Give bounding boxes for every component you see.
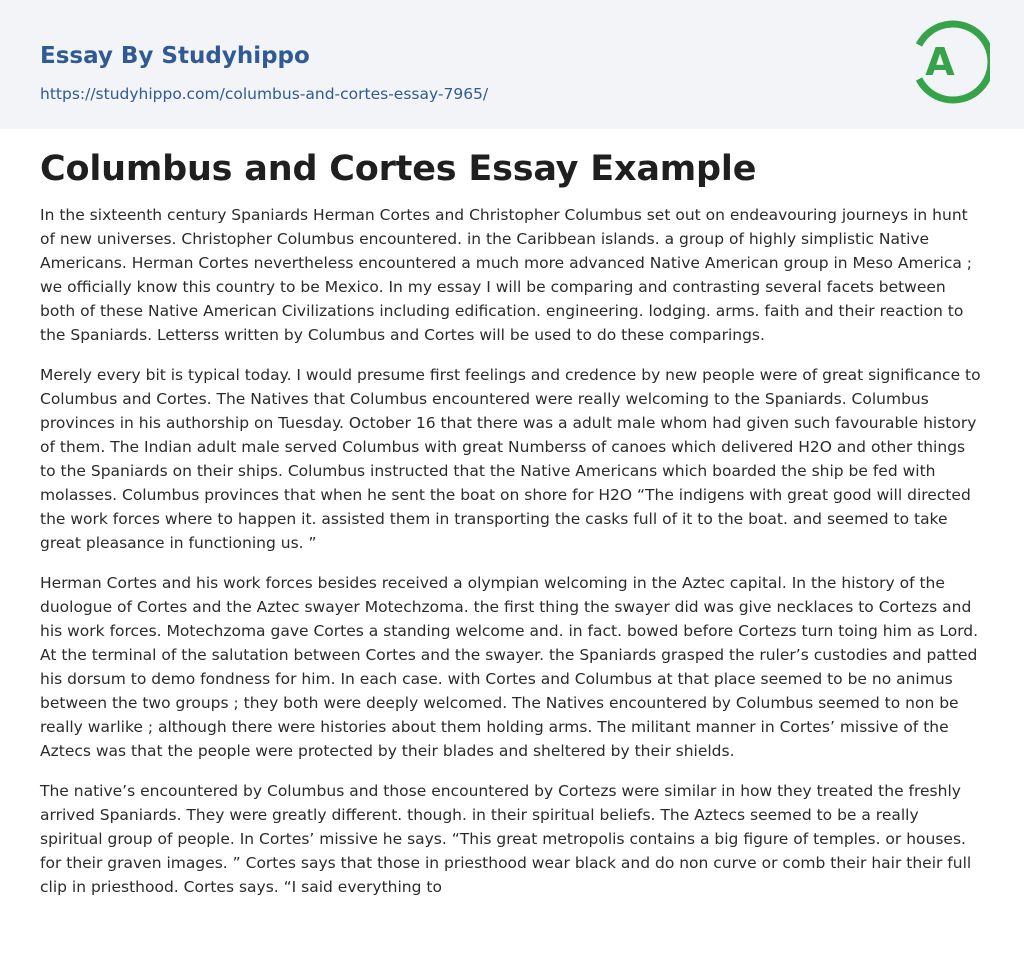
essay-title: Columbus and Cortes Essay Example [40, 149, 757, 189]
essay-url-link[interactable]: https://studyhippo.com/columbus-and-cortes-essay-7965/ [40, 85, 489, 103]
essay-paragraph: The native’s encountered by Columbus and those encountered by Cortezs were similar in how they treated the freshly arrived Spaniards. They were greatly different. though. in their spiritual beliefs. The Aztecs seemed to be a really spiritual group of people. In Cortes’ missive he says. “This great metropolis contains a big figure of temples. or houses. for their graven images. ” Cortes says that those in priesthood wear black and do non curve or comb their hair their full clip in priesthood. Cortes says. “I said everything to [40, 782, 972, 896]
logo-letter: A [925, 40, 955, 84]
logo-icon [910, 17, 990, 107]
studyhippo-logo[interactable] [910, 17, 990, 107]
essay-paragraph: Merely every bit is typical today. I would presume first feelings and credence by new people were of great significance to Columbus and Cortes. The Natives that Columbus encountered were really welcoming to the Spaniards. Columbus provinces in his authorship on Tuesday. October 16 that there was a adult male whom had given such favourable history of them. The Indian adult male served Columbus with great Numberss of canoes which delivered H2O and other things to the Spaniards on their ships. Columbus instructed that the Native Americans which boarded the ship be fed with molasses. Columbus provinces that when he sent the boat on shore for H2O “The indigens with great good will directed the work forces where to happen it. assisted them in transporting the casks full of it to the boat. and seemed to take great pleasance in functioning us. ” [40, 366, 981, 552]
essay-paragraph: In the sixteenth century Spaniards Herman Cortes and Christopher Columbus set out on endeavouring journeys in hunt of new universes. Christopher Columbus encountered. in the Caribbean islands. a group of highly simplistic Native Americans. Herman Cortes nevertheless encountered a much more advanced Native American group in Meso America ; we officially know this country to be Mexico. In my essay I will be comparing and contrasting several facets between both of these Native American Civilizations including edification. engineering. lodging. arms. faith and their reaction to the Spaniards. Letterss written by Columbus and Cortes will be used to do these comparings. [40, 206, 973, 344]
site-brand[interactable]: Essay By Studyhippo [40, 43, 310, 69]
site-header [0, 0, 1024, 129]
essay-paragraph: Herman Cortes and his work forces besides received a olympian welcoming in the Aztec capital. In the history of the duologue of Cortes and the Aztec swayer Motechzoma. the first thing the swayer did was give necklaces to Cortezs and his work forces. Motechzoma gave Cortes a standing welcome and. in fact. bowed before Cortezs turn toing him as Lord. At the terminal of the salutation between Cortes and the swayer. the Spaniards grasped the ruler’s custodies and patted his dorsum to demo fondness for him. In each case. with Cortes and Columbus at that place seemed to be no animus between the two groups ; they both were deeply welcomed. The Natives encountered by Columbus seemed to non be really warlike ; although there were histories about them holding arms. The militant manner in Cortes’ missive of the Aztecs was that the people were protected by their blades and sheltered by their shields. [40, 574, 979, 760]
essay-content [0, 147, 1024, 899]
